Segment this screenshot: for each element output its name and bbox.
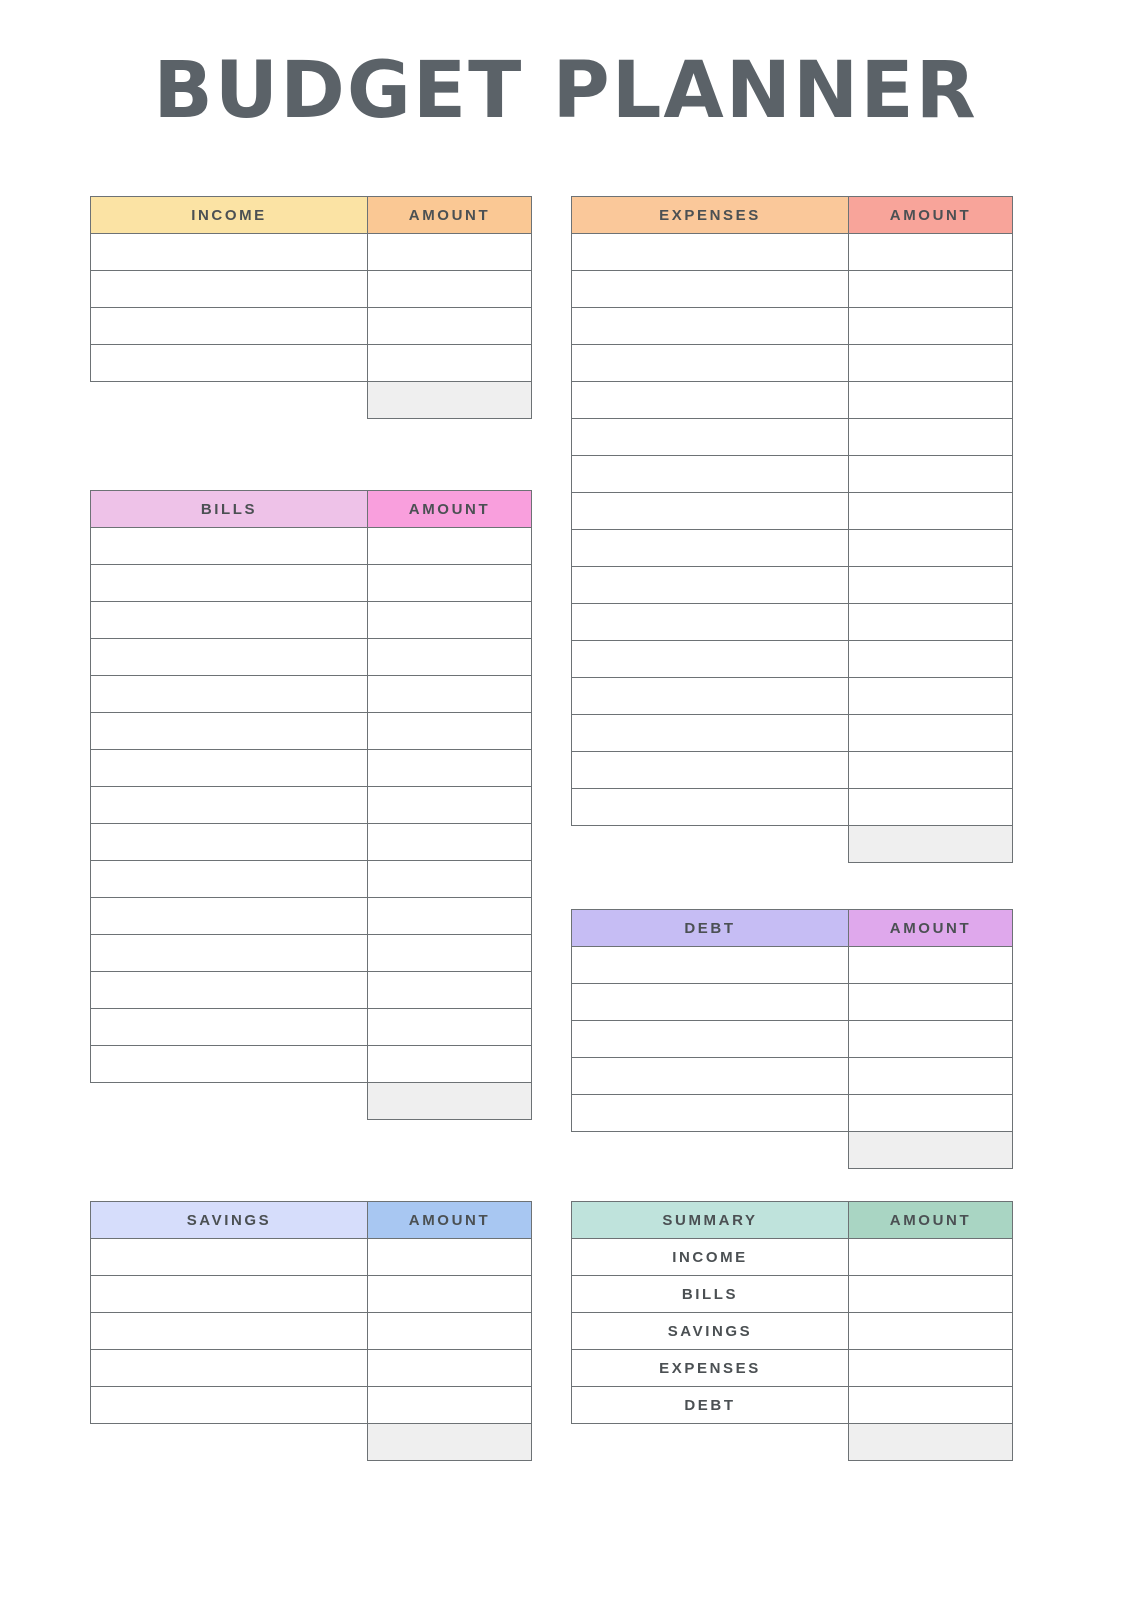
expenses-row-label-input[interactable] xyxy=(571,344,849,382)
debt-row-amount-input[interactable] xyxy=(848,1057,1013,1095)
debt-table xyxy=(572,910,1016,1169)
bills-row-label-input[interactable] xyxy=(90,601,368,639)
table-row xyxy=(572,715,1016,752)
expenses-total-spacer xyxy=(571,825,849,863)
bills-row-label-input[interactable] xyxy=(90,860,368,898)
income-total-row xyxy=(91,382,535,419)
expenses-row-amount-input[interactable] xyxy=(848,270,1013,308)
savings-row-label-input[interactable] xyxy=(90,1349,368,1387)
debt-total-amount[interactable] xyxy=(848,1131,1013,1169)
table-row xyxy=(572,345,1016,382)
table-row xyxy=(572,493,1016,530)
expenses-row-amount-input[interactable] xyxy=(848,344,1013,382)
debt-header-row xyxy=(572,910,1016,947)
table-row xyxy=(91,345,535,382)
table-row xyxy=(91,972,535,1009)
expenses-header-amount: AMOUNT xyxy=(848,196,1013,234)
table-row xyxy=(91,1046,535,1083)
bills-table xyxy=(91,491,535,1120)
bills-row-amount-input[interactable] xyxy=(367,675,532,713)
expenses-row-amount-input[interactable] xyxy=(848,307,1013,345)
table-row xyxy=(91,308,535,345)
bills-row-label-input[interactable] xyxy=(90,527,368,565)
savings-row-label-input[interactable] xyxy=(90,1238,368,1276)
expenses-header-row xyxy=(572,197,1016,234)
income-total-amount[interactable] xyxy=(367,381,532,419)
table-row xyxy=(572,604,1016,641)
bills-row-label-input[interactable] xyxy=(90,786,368,824)
debt-row-amount-input[interactable] xyxy=(848,946,1013,984)
expenses-row-label-input[interactable] xyxy=(571,418,849,456)
table-row xyxy=(572,419,1016,456)
bills-row-label-input[interactable] xyxy=(90,823,368,861)
table-row xyxy=(91,713,535,750)
table-row xyxy=(91,676,535,713)
income-header-label: INCOME xyxy=(90,196,368,234)
table-row xyxy=(572,1058,1016,1095)
income-header-row xyxy=(91,197,535,234)
debt-row-label-input[interactable] xyxy=(571,1020,849,1058)
expenses-row-amount-input[interactable] xyxy=(848,714,1013,752)
bills-header-amount: AMOUNT xyxy=(367,490,532,528)
summary-header-amount: AMOUNT xyxy=(848,1201,1013,1239)
table-row xyxy=(91,1313,535,1350)
expenses-row-amount-input[interactable] xyxy=(848,788,1013,826)
debt-total-spacer xyxy=(571,1131,849,1169)
expenses-row-label-input[interactable] xyxy=(571,381,849,419)
expenses-row-label-input[interactable] xyxy=(571,640,849,678)
expenses-row-amount-input[interactable] xyxy=(848,233,1013,271)
table-row xyxy=(572,678,1016,715)
summary-row-amount-input[interactable] xyxy=(848,1386,1013,1424)
table-row xyxy=(572,1387,1016,1424)
savings-table xyxy=(91,1202,535,1461)
expenses-row-amount-input[interactable] xyxy=(848,418,1013,456)
page-title: BUDGET PLANNER xyxy=(153,46,978,136)
savings-total-row xyxy=(91,1424,535,1461)
bills-row-amount-input[interactable] xyxy=(367,823,532,861)
income-row-amount-input[interactable] xyxy=(367,233,532,271)
summary-row-label-input[interactable]: BILLS xyxy=(571,1275,849,1313)
savings-row-label-input[interactable] xyxy=(90,1275,368,1313)
bills-row-label-input[interactable] xyxy=(90,897,368,935)
bills-header-row xyxy=(91,491,535,528)
expenses-row-label-input[interactable] xyxy=(571,714,849,752)
table-row xyxy=(572,1313,1016,1350)
summary-total-amount[interactable] xyxy=(848,1423,1013,1461)
debt-row-amount-input[interactable] xyxy=(848,1020,1013,1058)
bills-row-label-input[interactable] xyxy=(90,564,368,602)
savings-row-amount-input[interactable] xyxy=(367,1275,532,1313)
table-row xyxy=(572,234,1016,271)
summary-total-row xyxy=(572,1424,1016,1461)
table-row xyxy=(91,861,535,898)
bills-row-label-input[interactable] xyxy=(90,1045,368,1083)
table-row xyxy=(572,382,1016,419)
expenses-row-label-input[interactable] xyxy=(571,492,849,530)
savings-total-amount[interactable] xyxy=(367,1423,532,1461)
summary-row-amount-input[interactable] xyxy=(848,1275,1013,1313)
table-row xyxy=(572,641,1016,678)
bills-header-label: BILLS xyxy=(90,490,368,528)
table-row xyxy=(572,984,1016,1021)
expenses-row-amount-input[interactable] xyxy=(848,455,1013,493)
debt-row-amount-input[interactable] xyxy=(848,983,1013,1021)
debt-row-label-input[interactable] xyxy=(571,983,849,1021)
bills-row-amount-input[interactable] xyxy=(367,527,532,565)
debt-row-amount-input[interactable] xyxy=(848,1094,1013,1132)
savings-row-amount-input[interactable] xyxy=(367,1386,532,1424)
table-row xyxy=(572,1021,1016,1058)
summary-row-label-input[interactable]: INCOME xyxy=(571,1238,849,1276)
summary-row-amount-input[interactable] xyxy=(848,1238,1013,1276)
summary-total-spacer xyxy=(571,1423,849,1461)
income-table xyxy=(91,197,535,419)
savings-header-amount: AMOUNT xyxy=(367,1201,532,1239)
expenses-row-amount-input[interactable] xyxy=(848,603,1013,641)
bills-row-label-input[interactable] xyxy=(90,675,368,713)
income-total-spacer xyxy=(90,381,368,419)
bills-row-label-input[interactable] xyxy=(90,638,368,676)
expenses-row-label-input[interactable] xyxy=(571,751,849,789)
savings-total-spacer xyxy=(90,1423,368,1461)
table-row xyxy=(572,456,1016,493)
table-row xyxy=(91,234,535,271)
table-row xyxy=(91,1239,535,1276)
bills-row-amount-input[interactable] xyxy=(367,897,532,935)
table-row xyxy=(572,1350,1016,1387)
debt-total-row xyxy=(572,1132,1016,1169)
debt-header-label: DEBT xyxy=(571,909,849,947)
bills-row-amount-input[interactable] xyxy=(367,786,532,824)
expenses-total-amount[interactable] xyxy=(848,825,1013,863)
table-row xyxy=(91,935,535,972)
table-row xyxy=(572,271,1016,308)
bills-row-amount-input[interactable] xyxy=(367,712,532,750)
expenses-row-label-input[interactable] xyxy=(571,307,849,345)
expenses-row-amount-input[interactable] xyxy=(848,566,1013,604)
bills-row-amount-input[interactable] xyxy=(367,971,532,1009)
table-row xyxy=(91,1009,535,1046)
bills-row-label-input[interactable] xyxy=(90,749,368,787)
table-row xyxy=(91,565,535,602)
table-row xyxy=(572,530,1016,567)
expenses-row-amount-input[interactable] xyxy=(848,640,1013,678)
table-row xyxy=(91,602,535,639)
income-row-label-input[interactable] xyxy=(90,344,368,382)
bills-total-spacer xyxy=(90,1082,368,1120)
summary-row-amount-input[interactable] xyxy=(848,1312,1013,1350)
debt-header-amount: AMOUNT xyxy=(848,909,1013,947)
expenses-row-amount-input[interactable] xyxy=(848,677,1013,715)
bills-row-amount-input[interactable] xyxy=(367,1045,532,1083)
table-row xyxy=(91,750,535,787)
summary-row-label-input[interactable]: DEBT xyxy=(571,1386,849,1424)
table-row xyxy=(572,567,1016,604)
expenses-row-label-input[interactable] xyxy=(571,788,849,826)
bills-total-amount[interactable] xyxy=(367,1082,532,1120)
expenses-row-label-input[interactable] xyxy=(571,270,849,308)
expenses-row-amount-input[interactable] xyxy=(848,492,1013,530)
table-row xyxy=(572,947,1016,984)
summary-table xyxy=(572,1202,1016,1461)
income-row-label-input[interactable] xyxy=(90,233,368,271)
expenses-row-amount-input[interactable] xyxy=(848,529,1013,567)
table-row xyxy=(572,1276,1016,1313)
expenses-row-label-input[interactable] xyxy=(571,603,849,641)
bills-row-label-input[interactable] xyxy=(90,934,368,972)
expenses-row-amount-input[interactable] xyxy=(848,381,1013,419)
expenses-row-label-input[interactable] xyxy=(571,455,849,493)
expenses-row-label-input[interactable] xyxy=(571,233,849,271)
table-row xyxy=(91,1387,535,1424)
savings-row-amount-input[interactable] xyxy=(367,1349,532,1387)
table-row xyxy=(91,898,535,935)
expenses-row-amount-input[interactable] xyxy=(848,751,1013,789)
bills-row-amount-input[interactable] xyxy=(367,934,532,972)
income-header-amount: AMOUNT xyxy=(367,196,532,234)
table-row xyxy=(572,752,1016,789)
income-row-amount-input[interactable] xyxy=(367,270,532,308)
expenses-total-row xyxy=(572,826,1016,863)
bills-row-label-input[interactable] xyxy=(90,971,368,1009)
table-row xyxy=(572,308,1016,345)
bills-row-amount-input[interactable] xyxy=(367,749,532,787)
bills-row-amount-input[interactable] xyxy=(367,860,532,898)
table-row xyxy=(91,528,535,565)
bills-row-label-input[interactable] xyxy=(90,712,368,750)
table-row xyxy=(572,1239,1016,1276)
expenses-row-label-input[interactable] xyxy=(571,529,849,567)
savings-row-label-input[interactable] xyxy=(90,1312,368,1350)
bills-row-amount-input[interactable] xyxy=(367,638,532,676)
savings-row-amount-input[interactable] xyxy=(367,1312,532,1350)
table-row xyxy=(91,271,535,308)
table-row xyxy=(572,1095,1016,1132)
income-row-amount-input[interactable] xyxy=(367,344,532,382)
debt-row-label-input[interactable] xyxy=(571,946,849,984)
debt-row-label-input[interactable] xyxy=(571,1094,849,1132)
summary-header-label: SUMMARY xyxy=(571,1201,849,1239)
table-row xyxy=(572,789,1016,826)
table-row xyxy=(91,787,535,824)
expenses-row-label-input[interactable] xyxy=(571,566,849,604)
savings-row-amount-input[interactable] xyxy=(367,1238,532,1276)
bills-row-amount-input[interactable] xyxy=(367,564,532,602)
bills-row-label-input[interactable] xyxy=(90,1008,368,1046)
income-row-label-input[interactable] xyxy=(90,307,368,345)
table-row xyxy=(91,824,535,861)
savings-row-label-input[interactable] xyxy=(90,1386,368,1424)
summary-row-label-input[interactable]: EXPENSES xyxy=(571,1349,849,1387)
income-row-label-input[interactable] xyxy=(90,270,368,308)
summary-header-row xyxy=(572,1202,1016,1239)
expenses-row-label-input[interactable] xyxy=(571,677,849,715)
bills-total-row xyxy=(91,1083,535,1120)
bills-row-amount-input[interactable] xyxy=(367,1008,532,1046)
summary-row-amount-input[interactable] xyxy=(848,1349,1013,1387)
summary-row-label-input[interactable]: SAVINGS xyxy=(571,1312,849,1350)
savings-header-row xyxy=(91,1202,535,1239)
table-row xyxy=(91,1276,535,1313)
table-row xyxy=(91,1350,535,1387)
expenses-header-label: EXPENSES xyxy=(571,196,849,234)
income-row-amount-input[interactable] xyxy=(367,307,532,345)
bills-row-amount-input[interactable] xyxy=(367,601,532,639)
debt-row-label-input[interactable] xyxy=(571,1057,849,1095)
table-row xyxy=(91,639,535,676)
savings-header-label: SAVINGS xyxy=(90,1201,368,1239)
expenses-table xyxy=(572,197,1016,863)
